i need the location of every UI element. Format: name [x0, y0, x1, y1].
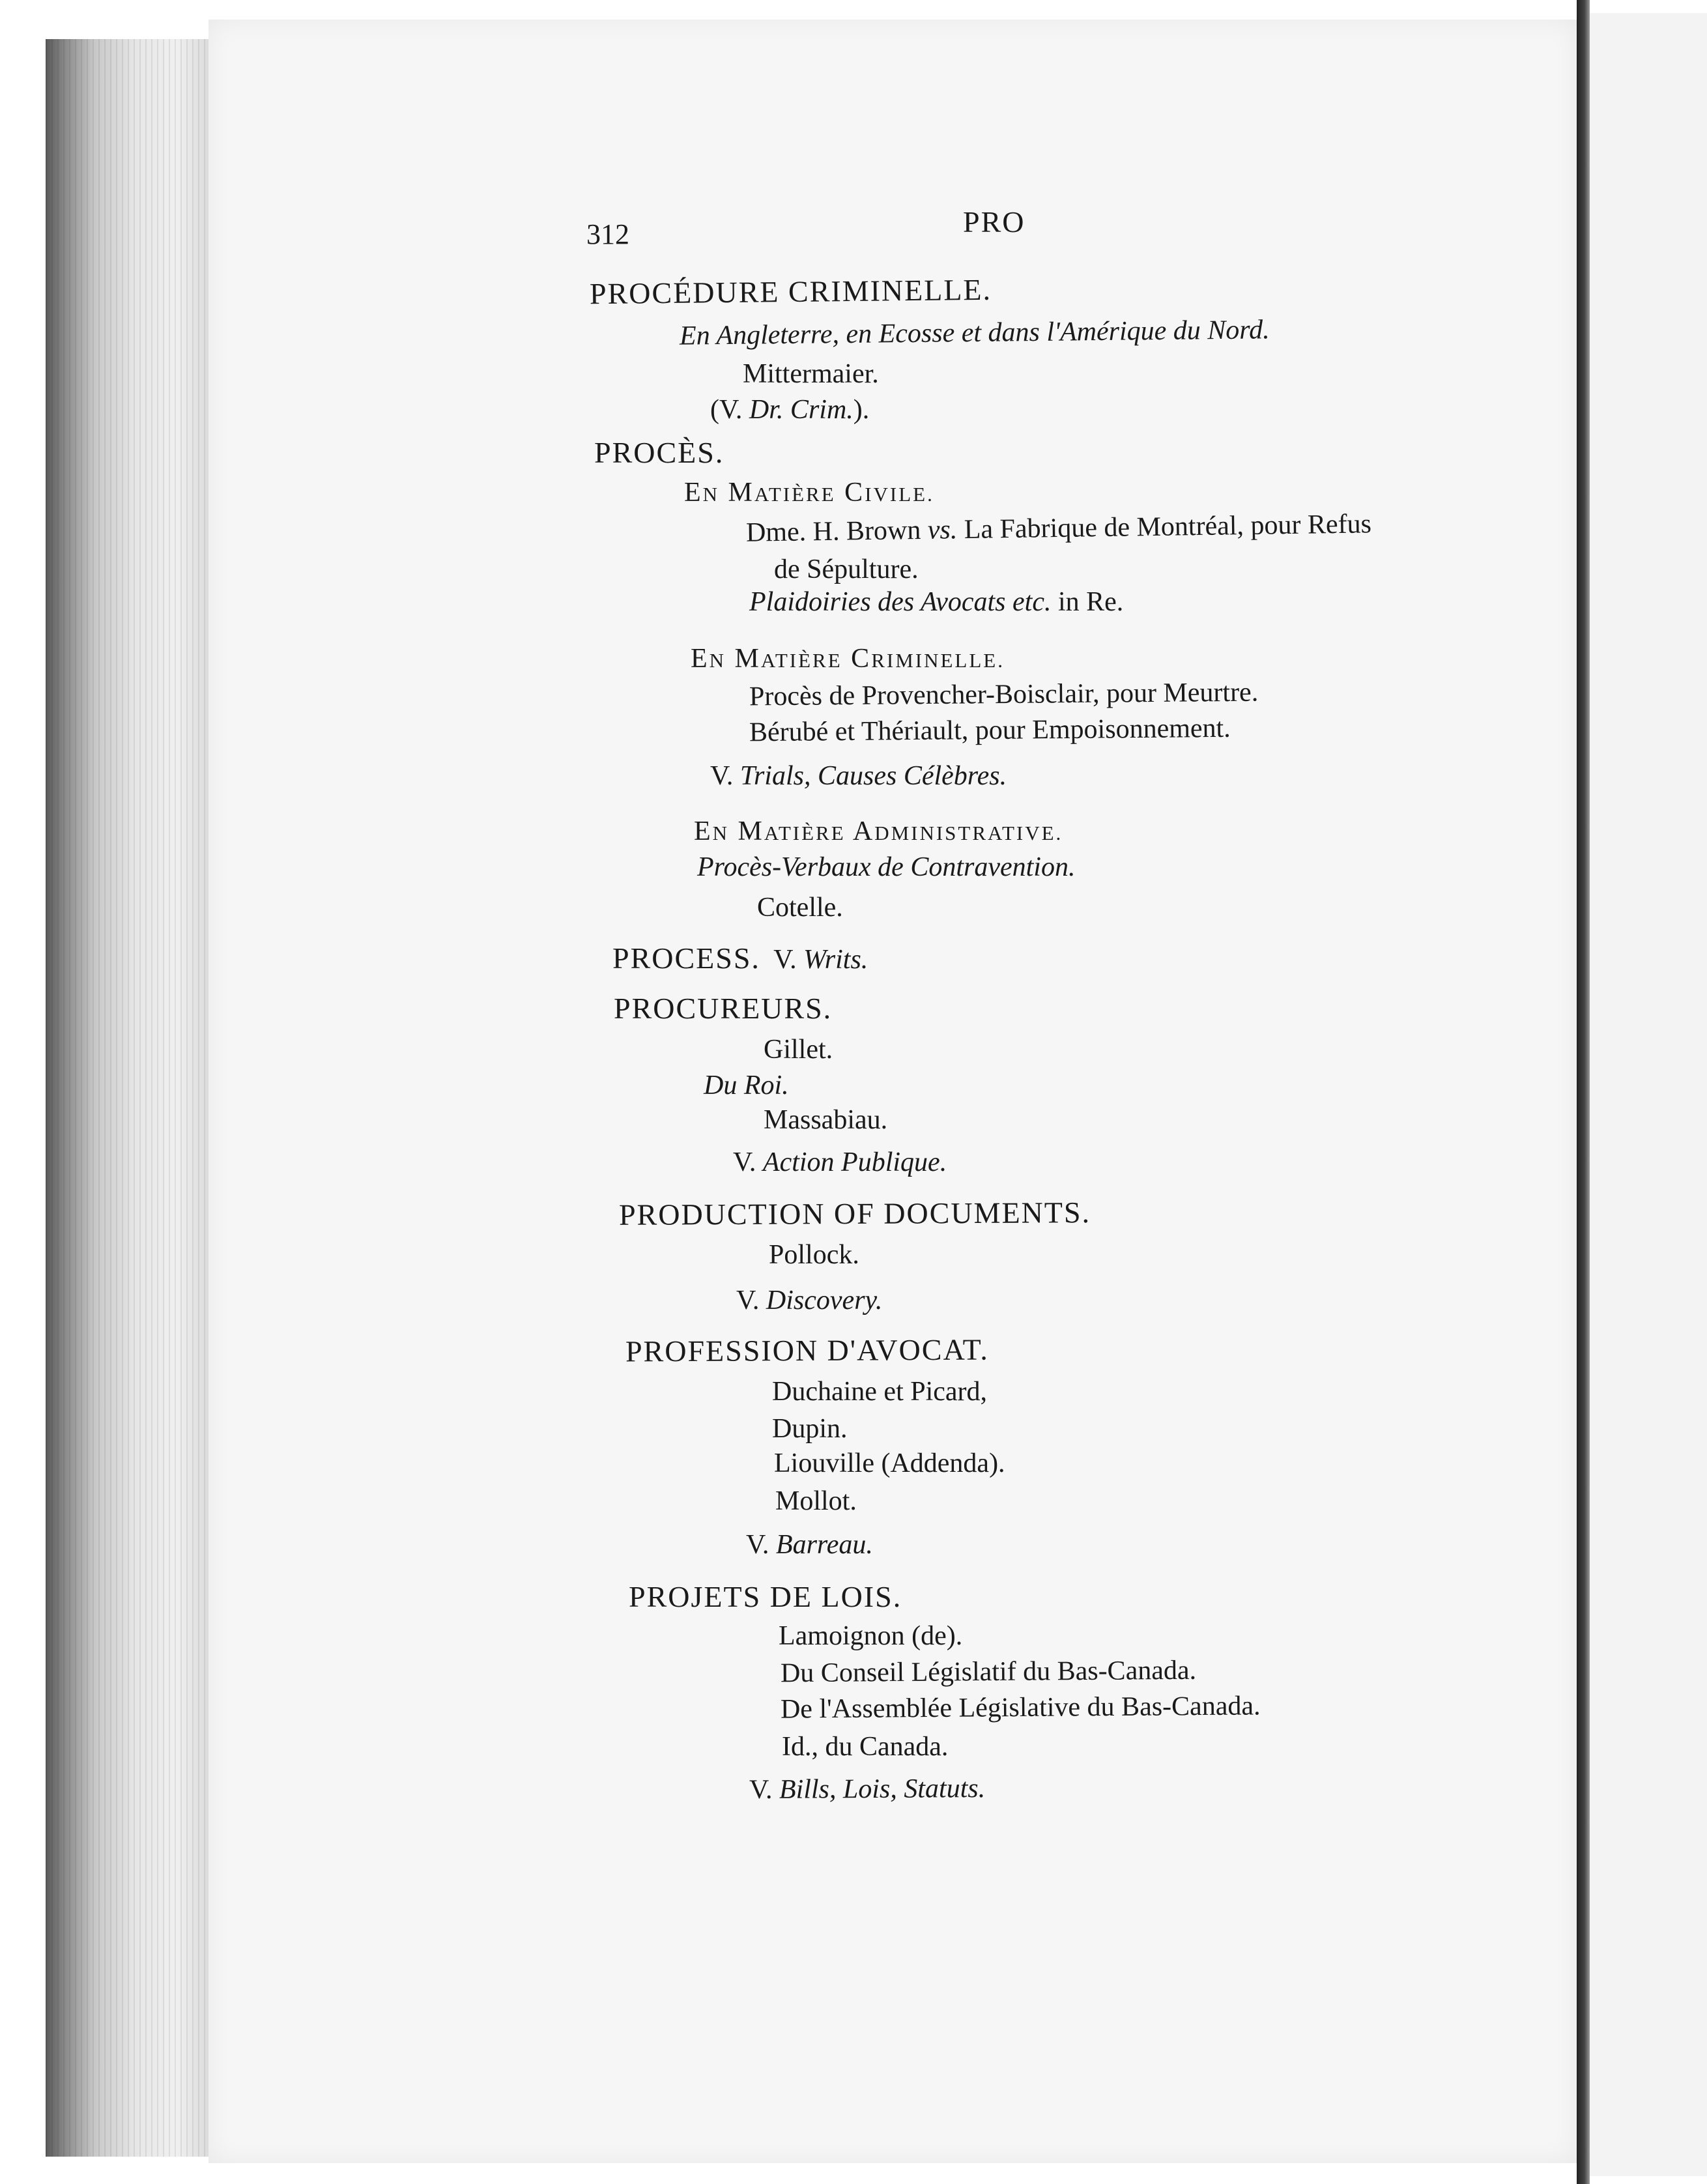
- projets-line-1: Lamoignon (de).: [779, 1621, 963, 1651]
- proces-administrative-line-1: Procès-Verbaux de Contravention.: [697, 852, 1076, 882]
- facing-page-edge: [1590, 13, 1707, 2176]
- production-line-1: Pollock.: [769, 1240, 859, 1270]
- proces-civile-subhead: EN MATIÈRE CIVILE.: [684, 478, 934, 508]
- procedure-author: Mittermaier.: [743, 359, 879, 389]
- top-margin: [0, 0, 1707, 20]
- procureurs-line-2: Massabiau.: [764, 1105, 888, 1135]
- entry-process: PROCESS. V. Writs.: [612, 941, 868, 975]
- production-see-also: V. Discovery.: [736, 1286, 883, 1315]
- proces-criminelle-see-also: V. Trials, Causes Célèbres.: [710, 761, 1007, 791]
- entry-title-procedure-criminelle: PROCÉDURE CRIMINELLE.: [589, 272, 992, 311]
- procureurs-subhead: Du Roi.: [704, 1070, 789, 1100]
- profession-line-1: Duchaine et Picard,: [772, 1377, 988, 1407]
- book-spine: [1577, 0, 1590, 2184]
- projets-line-4: Id., du Canada.: [782, 1732, 949, 1762]
- proces-administrative-line-2: Cotelle.: [757, 893, 843, 923]
- proces-civile-line-1: Dme. H. Brown vs. La Fabrique de Montréal, pour Refus: [745, 509, 1372, 548]
- procureurs-line-1: Gillet.: [764, 1035, 833, 1065]
- entry-title-production: PRODUCTION OF DOCUMENTS.: [618, 1196, 1091, 1231]
- profession-see-also: V. Barreau.: [746, 1530, 873, 1560]
- projets-line-3: De l'Assemblée Législative du Bas-Canada.: [780, 1691, 1261, 1725]
- page-edges-left: [46, 39, 208, 2157]
- proces-administrative-subhead: EN MATIÈRE ADMINISTRATIVE.: [694, 816, 1063, 846]
- projets-line-2: Du Conseil Législatif du Bas-Canada.: [780, 1655, 1197, 1689]
- proces-civile-line-3: Plaidoiries des Avocats etc. in Re.: [749, 587, 1124, 617]
- running-head: PRO: [963, 205, 1026, 238]
- entry-title-profession: PROFESSION D'AVOCAT.: [625, 1332, 989, 1368]
- proces-civile-line-2: de Sépulture.: [774, 554, 919, 584]
- profession-line-4: Mollot.: [775, 1486, 857, 1516]
- procedure-reference: (V. Dr. Crim.).: [710, 395, 870, 425]
- entry-title-projets: PROJETS DE LOIS.: [629, 1580, 902, 1613]
- page-number: 312: [586, 218, 629, 250]
- entry-title-process: PROCESS.: [612, 941, 760, 975]
- proces-criminelle-line-1: Procès de Provencher-Boisclair, pour Meurtre.: [749, 677, 1259, 712]
- proces-criminelle-subhead: EN MATIÈRE CRIMINELLE.: [691, 644, 1005, 674]
- procedure-subhead: En Angleterre, en Ecosse et dans l'Amérique du Nord.: [679, 315, 1270, 351]
- proces-criminelle-line-2: Bérubé et Thériault, pour Empoisonnement.: [749, 713, 1231, 748]
- procureurs-see-also: V. Action Publique.: [733, 1147, 947, 1177]
- profession-line-3: Liouville (Addenda).: [774, 1448, 1005, 1478]
- entry-title-proces: PROCÈS.: [594, 436, 724, 469]
- entry-title-procureurs: PROCUREURS.: [614, 992, 833, 1025]
- projets-see-also: V. Bills, Lois, Statuts.: [749, 1774, 986, 1805]
- profession-line-2: Dupin.: [772, 1414, 848, 1444]
